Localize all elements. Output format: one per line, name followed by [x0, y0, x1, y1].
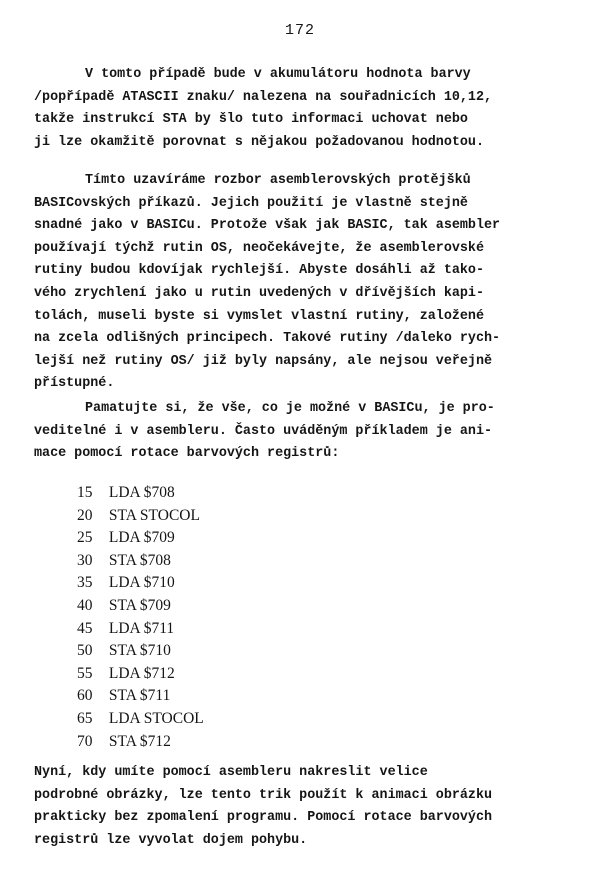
paragraph-3 [34, 398, 574, 466]
instruction: LDA $711 [108, 619, 175, 637]
code-line [77, 685, 204, 708]
code-line [77, 618, 204, 641]
assembler-listing [77, 482, 204, 753]
instruction: STA $709 [108, 596, 171, 614]
code-line [77, 482, 204, 505]
instruction: STA $710 [108, 642, 171, 660]
line-number: 30 [77, 551, 93, 569]
instruction: LDA $709 [108, 529, 175, 547]
instruction: STA $712 [108, 732, 171, 750]
line-number: 55 [77, 664, 93, 682]
instruction: LDA $712 [108, 664, 175, 682]
paragraph-line: lejší než rutiny OS/ již byly napsány, ale nejsou veřejně [34, 353, 493, 369]
paragraph-line: Nyní, kdy umíte pomocí asembleru nakreslit velice [34, 765, 428, 780]
paragraph-line: Tímto uzavíráme rozbor asemblerovských protějšků [85, 173, 471, 188]
page-number: 172 [284, 22, 315, 39]
paragraph-line: veditelné i v asembleru. Často uváděným příkladem je ani- [34, 423, 493, 439]
line-number: 40 [77, 596, 93, 614]
code-line [77, 731, 204, 754]
instruction: LDA $708 [108, 484, 175, 501]
code-line [77, 663, 204, 686]
paragraph-4 [34, 762, 574, 852]
code-line [77, 505, 204, 528]
paragraph-line: podrobné obrázky, lze tento trik použít k animaci obrázku [34, 787, 493, 803]
instruction: STA STOCOL [108, 506, 200, 524]
paragraph-line: ji lze okamžitě porovnat s nějakou požadovanou hodnotou. [34, 134, 484, 150]
paragraph-line: používají týchž rutin OS, neočekávejte, že asemblerovské [34, 240, 484, 256]
paragraph-line: V tomto případě bude v akumulátoru hodnota barvy [85, 67, 471, 82]
instruction: LDA STOCOL [108, 709, 204, 727]
paragraph-line: snadné jako v BASICu. Protože však jak BASIC, tak asembler [34, 218, 501, 234]
paragraph-line: registrů lze vyvolat dojem pohybu. [34, 832, 308, 848]
paragraph-2 [34, 170, 574, 396]
paragraph-line: takže instrukcí STA by šlo tuto informaci uchovat nebo [34, 112, 468, 128]
line-number: 60 [77, 687, 93, 705]
code-line [77, 550, 204, 573]
line-number: 35 [77, 574, 93, 592]
code-line [77, 708, 204, 731]
line-number: 20 [77, 506, 93, 524]
instruction: STA $711 [108, 687, 171, 705]
line-number: 45 [77, 619, 93, 637]
instruction: LDA $710 [108, 574, 175, 592]
line-number: 25 [77, 529, 93, 547]
paragraph-line: tolách, museli byste si vymslet vlastní rutiny, založené [34, 308, 484, 324]
line-number: 70 [77, 732, 93, 750]
code-line [77, 640, 204, 663]
paragraph-line: přístupné. [34, 376, 115, 392]
paragraph-line: Pamatujte si, že vše, co je možné v BASICu, je pro- [85, 401, 495, 416]
code-line [77, 595, 204, 618]
paragraph-line: prakticky bez zpomalení programu. Pomocí rotace barvových [34, 810, 493, 826]
paragraph-1 [34, 64, 574, 154]
line-number: 65 [77, 709, 93, 727]
paragraph-line: /popřípadě ATASCII znaku/ nalezena na souřadnicích 10,12, [34, 89, 493, 105]
paragraph-line: mace pomocí rotace barvových registrů: [34, 446, 340, 462]
line-number: 50 [77, 642, 93, 660]
instruction: STA $708 [108, 551, 171, 569]
paragraph-line: vého zrychlení jako u rutin uvedených v dřívějších kapi- [34, 285, 484, 301]
paragraph-line: BASICovských příkazů. Jejich použití je vlastně stejně [34, 195, 468, 211]
code-line [77, 572, 204, 595]
paragraph-line: rutiny budou kdovíjak rychlejší. Abyste dosáhli až tako- [34, 263, 484, 279]
code-line [77, 527, 204, 550]
paragraph-line: na zcela odlišných principech. Takové rutiny /daleko rych- [34, 331, 501, 347]
line-number: 15 [77, 484, 93, 501]
